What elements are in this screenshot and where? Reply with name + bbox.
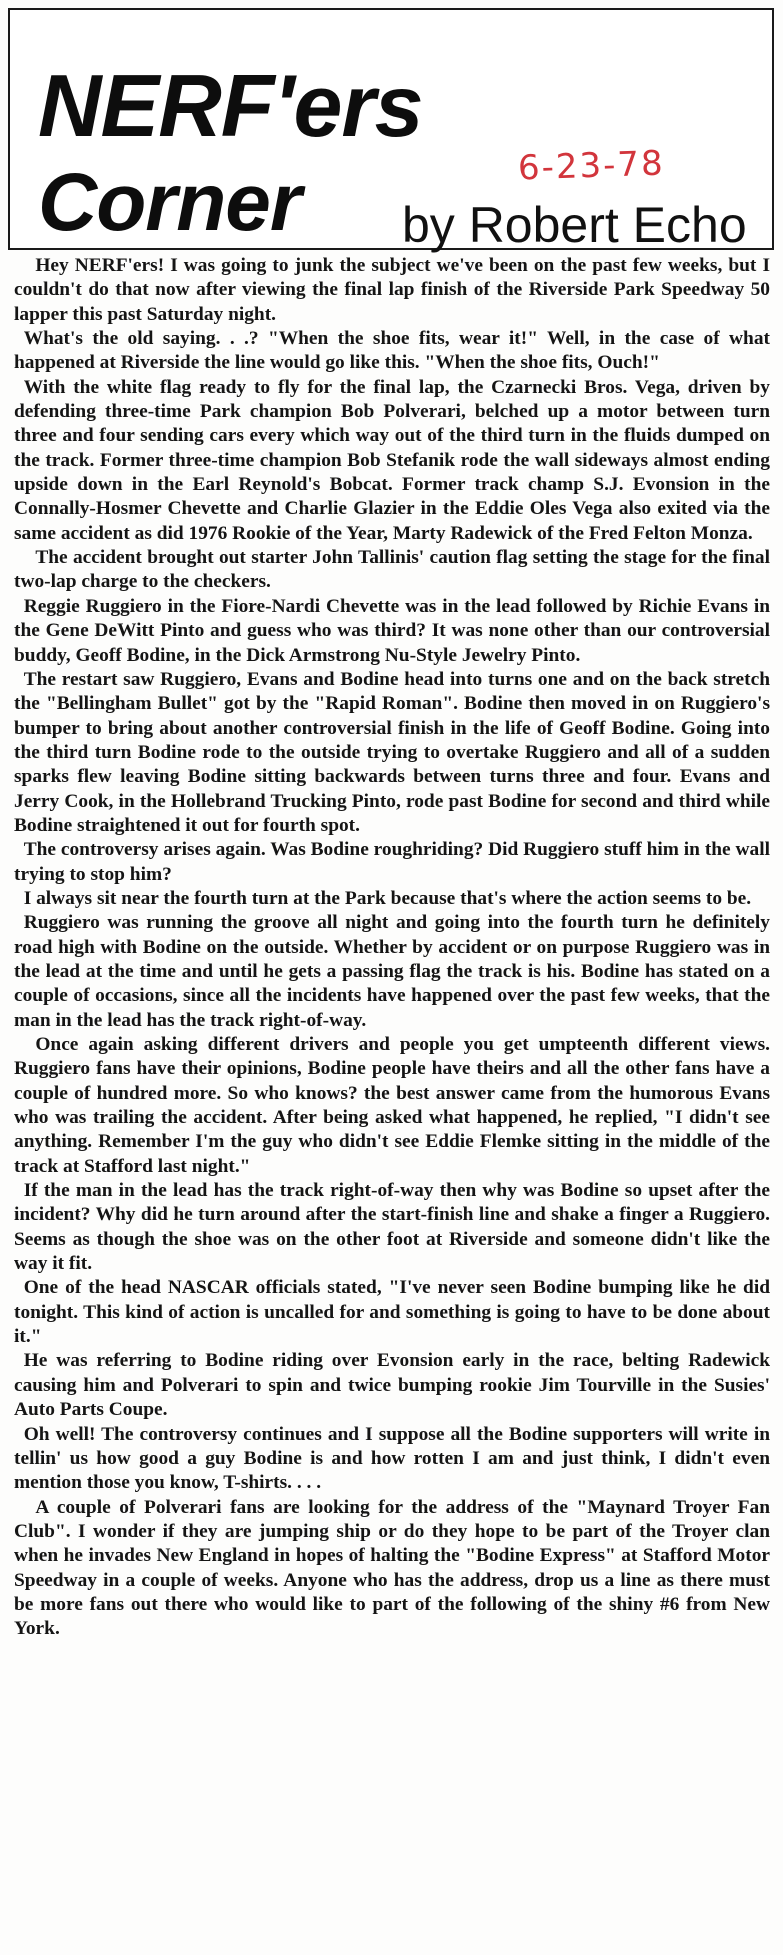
article-paragraph: Oh well! The controversy continues and I suppose all the Bodine supporters will write in tellin' us how good a guy Bodine is and how rotten I am and just think, I didn't even mention those you know, T-shirts. . . . (14, 1423, 770, 1494)
article-paragraph: Ruggiero was running the groove all night and going into the fourth turn he definitely road high with Bodine on the outside. Whether by accident or on purpose Ruggiero was in the lead at the time and until he gets a passing flag the track is his. Bodine has stated on a couple of occasions, since all the incidents have happened over the past few weeks, that the man in the lead has the track right-of-way. (14, 912, 770, 1031)
article-paragraph: Once again asking different drivers and people you get umpteenth different views. Ruggiero fans have their opinions, Bodine people have theirs and all the other fans have a couple of hundred more. So who knows? the best answer came from the humorous Evans who was trailing the accident. After being asked what happened, he replied, "I didn't see anything. Remember I'm the guy who didn't see Eddie Flemke sitting in the middle of the track at Stafford last night." (14, 1034, 770, 1177)
article-paragraph: The accident brought out starter John Tallinis' caution flag setting the stage for the final two-lap charge to the checkers. (14, 547, 770, 593)
article-paragraph: He was referring to Bodine riding over Evonsion early in the race, belting Radewick causing him and Polverari to spin and twice bumping rookie Jim Tourville in the Susies' Auto Parts Coupe. (14, 1350, 770, 1421)
article-paragraph: Reggie Ruggiero in the Fiore-Nardi Chevette was in the lead followed by Richie Evans in the Gene DeWitt Pinto and guess who was third? It was none other than our controversial buddy, Geoff Bodine, in the Dick Armstrong Nu-Style Jewelry Pinto. (14, 595, 770, 666)
handwritten-date: 6-23-78 (517, 143, 666, 189)
article-paragraph: With the white flag ready to fly for the final lap, the Czarnecki Bros. Vega, driven by defending three-time Park champion Bob Polverari, belched up a motor between turn three and four sending cars every which way out of the third turn in the fluids dumped on the track. Former three-time champion Bob Stefanik rode the wall sideways almost ending upside down in the Earl Reynold's Bobcat. Former track champ S.J. Evonsion in the Connally-Hosmer Chevette and Charlie Glazier in the Eddie Oles Vega also exited via the same accident as did 1976 Rookie of the Year, Marty Radewick of the Fred Felton Monza. (14, 376, 770, 544)
article-body (14, 254, 770, 1944)
article-paragraph: What's the old saying. . .? "When the shoe fits, wear it!" Well, in the case of what happened at Riverside the line would go like this. "When the shoe fits, Ouch!" (14, 328, 770, 374)
author-byline: by Robert Echo (402, 197, 747, 253)
article-paragraph: The controversy arises again. Was Bodine roughriding? Did Ruggiero stuff him in the wall trying to stop him? (14, 839, 770, 885)
column-header (8, 8, 774, 253)
article-paragraph: I always sit near the fourth turn at the Park because that's where the action seems to be. (23, 887, 752, 909)
article-paragraph: If the man in the lead has the track right-of-way then why was Bodine so upset after the incident? Why did he turn around after the start-finish line and shake a finger a Ruggiero. Seems as though the shoe was on the other foot at Riverside and someone didn't like the way it fit. (14, 1180, 770, 1275)
column-title-line-1: NERF'ers (38, 56, 423, 155)
article-paragraph: One of the head NASCAR officials stated, "I've never seen Bodine bumping like he did tonight. This kind of action is uncalled for and something is going to have to be done about it." (14, 1277, 770, 1348)
article-paragraph: A couple of Polverari fans are looking for the address of the "Maynard Troyer Fan Club". I wonder if they are jumping ship or do they hope to be part of the Troyer clan when he invades New England in hopes of halting the "Bodine Express" at Stafford Motor Speedway in a couple of weeks. Anyone who has the address, drop us a line as there must be more fans out there who would like to part of the following of the shiny #6 from New York. (14, 1496, 770, 1640)
column-title-line-2: Corner (38, 157, 301, 248)
article-paragraph: The restart saw Ruggiero, Evans and Bodine head into turns one and on the back stretch the "Bellingham Bullet" got by the "Rapid Roman". Bodine then moved in on Ruggiero's bumper to bring about another controversial finish in the life of Geoff Bodine. Going into the third turn Bodine rode to the outside trying to overtake Ruggiero and all of a sudden sparks flew leaving Bodine sitting backwards between turns three and four. Evans and Jerry Cook, in the Hollebrand Trucking Pinto, rode past Bodine for second and third while Bodine straightened it out for fourth spot. (14, 668, 770, 836)
article-paragraph: Hey NERF'ers! I was going to junk the subject we've been on the past few weeks, but I couldn't do that now after viewing the final lap finish of the Riverside Park Speedway 50 lapper this past Saturday night. (14, 255, 770, 325)
